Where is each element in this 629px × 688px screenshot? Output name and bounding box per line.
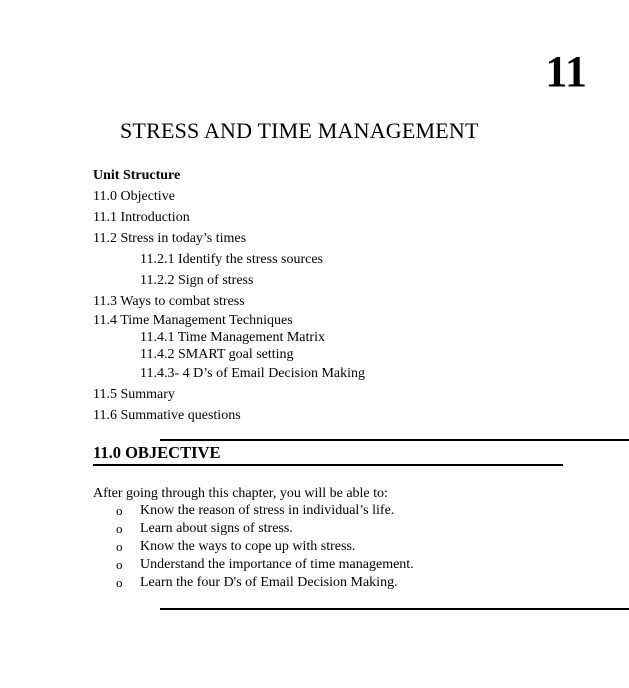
objective-bullet [93,556,613,574]
chapter-title: STRESS AND TIME MANAGEMENT [120,118,479,143]
toc-item: 11.5 Summary [93,387,175,402]
objective-intro: After going through this chapter, you will be able to: [93,486,388,501]
bullet-circle-icon: o [116,557,123,572]
objective-bullet-text: Learn about signs of stress. [140,521,293,536]
toc-item: 11.3 Ways to combat stress [93,294,245,309]
toc-item: 11.0 Objective [93,189,175,204]
objective-bullet [93,502,613,520]
objective-bullet-text: Learn the four D's of Email Decision Making. [140,575,398,590]
objective-bullet-text: Understand the importance of time management. [140,557,414,572]
objective-bullet [93,538,613,556]
toc-subitem: 11.4.3- 4 D’s of Email Decision Making [140,366,366,381]
section-rule-top [160,439,629,441]
toc-subitem: 11.4.2 SMART goal setting [140,347,294,362]
toc-subitem: 11.2.1 Identify the stress sources [140,252,323,267]
objective-bullet-text: Know the reason of stress in individual’s life. [140,503,395,518]
bullet-circle-icon: o [116,575,123,590]
toc-item: 11.6 Summative questions [93,408,241,423]
toc-subitem: 11.2.2 Sign of stress [140,273,254,288]
toc-subitem: 11.4.1 Time Management Matrix [140,330,325,345]
objective-bullet [93,520,613,538]
bullet-circle-icon: o [116,521,123,536]
toc-item: 11.4 Time Management Techniques [93,313,293,328]
section-end-rule [160,608,629,610]
section-rule-bottom [93,464,563,466]
chapter-number: 11 [545,47,587,96]
objective-content [93,485,613,592]
objective-bullet [93,574,613,592]
objective-heading: 11.0 OBJECTIVE [93,443,221,462]
unit-structure-heading: Unit Structure [93,168,181,183]
objective-bullet-text: Know the ways to cope up with stress. [140,539,356,554]
toc-item: 11.1 Introduction [93,210,190,225]
toc-item: 11.2 Stress in today’s times [93,231,247,246]
bullet-circle-icon: o [116,503,123,518]
unit-structure [93,166,613,426]
bullet-circle-icon: o [116,539,123,554]
